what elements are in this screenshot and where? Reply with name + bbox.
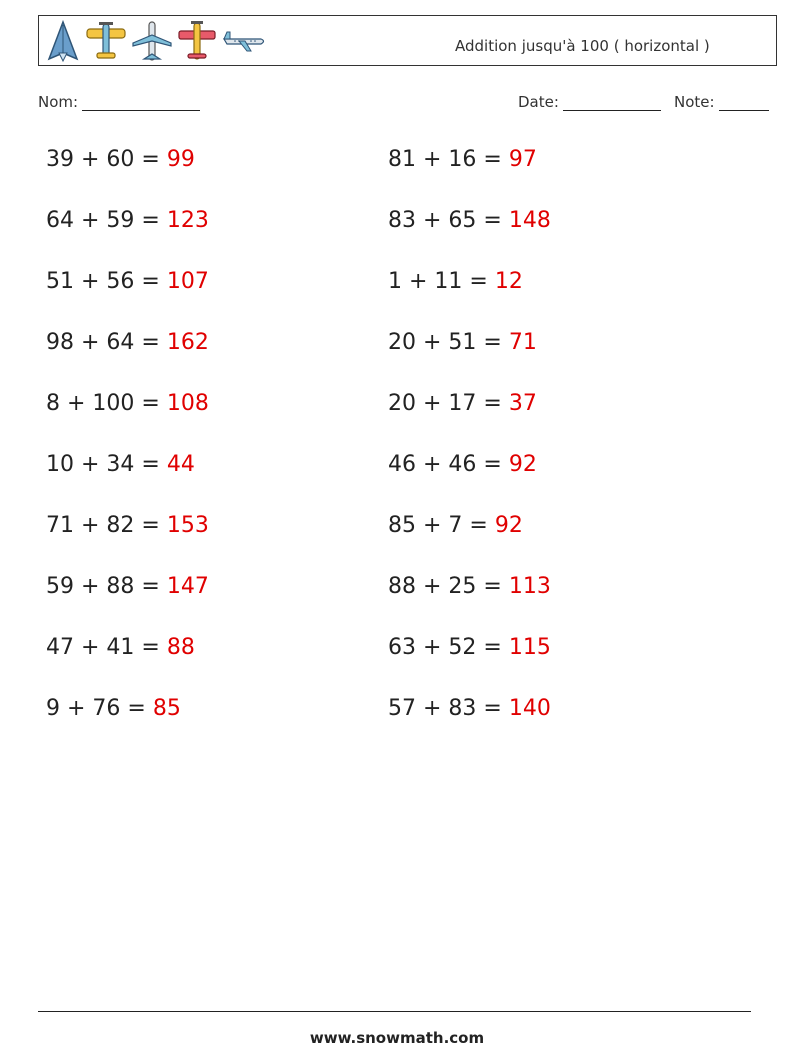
header-icons [45, 19, 267, 63]
problem-answer: 107 [166, 269, 209, 294]
problem-item [388, 696, 551, 721]
problem-item [388, 208, 551, 233]
score-field [674, 93, 769, 111]
problem-item [388, 452, 537, 477]
problem-answer: 123 [166, 208, 209, 233]
problem-expression: 83 + 65 = [388, 208, 509, 233]
problem-expression: 20 + 51 = [388, 330, 509, 355]
score-blank [719, 94, 769, 111]
problem-answer: 99 [166, 147, 195, 172]
jet-icon [45, 19, 81, 63]
problem-expression: 1 + 11 = [388, 269, 495, 294]
footer-divider [38, 1011, 751, 1012]
problem-answer: 44 [166, 452, 195, 477]
problem-answer: 92 [494, 513, 523, 538]
name-blank [82, 94, 200, 111]
problem-item [46, 696, 181, 721]
problem-answer: 162 [166, 330, 209, 355]
problem-expression: 39 + 60 = [46, 147, 167, 172]
problem-item [388, 513, 523, 538]
worksheet-header [38, 15, 777, 66]
problem-expression: 10 + 34 = [46, 452, 167, 477]
problem-expression: 71 + 82 = [46, 513, 167, 538]
problem-item [46, 147, 195, 172]
problem-expression: 64 + 59 = [46, 208, 167, 233]
problem-expression: 85 + 7 = [388, 513, 495, 538]
score-label: Note: [674, 93, 715, 111]
problem-answer: 92 [508, 452, 537, 477]
problem-expression: 88 + 25 = [388, 574, 509, 599]
name-field [38, 93, 200, 111]
problem-item [46, 391, 209, 416]
problem-expression: 46 + 46 = [388, 452, 509, 477]
problem-expression: 47 + 41 = [46, 635, 167, 660]
problem-answer: 71 [508, 330, 537, 355]
worksheet-title: Addition jusqu'à 100 ( horizontal ) [455, 37, 710, 55]
problem-item [388, 330, 537, 355]
problem-item [46, 269, 209, 294]
problem-item [388, 635, 551, 660]
date-field [518, 93, 661, 111]
problem-item [388, 269, 523, 294]
footer-site-link[interactable]: www.snowmath.com [309, 1029, 485, 1047]
red-plane-icon [177, 19, 217, 63]
problem-item [388, 391, 537, 416]
problem-answer: 108 [166, 391, 209, 416]
problem-item [46, 635, 195, 660]
problem-answer: 115 [508, 635, 551, 660]
problem-item [46, 513, 209, 538]
date-label: Date: [518, 93, 559, 111]
problem-answer: 85 [152, 696, 181, 721]
problem-answer: 140 [508, 696, 551, 721]
problem-expression: 9 + 76 = [46, 696, 153, 721]
problem-item [388, 147, 537, 172]
problem-expression: 59 + 88 = [46, 574, 167, 599]
date-blank [563, 94, 661, 111]
problem-item [46, 452, 195, 477]
problem-expression: 20 + 17 = [388, 391, 509, 416]
problem-item [46, 330, 209, 355]
problem-answer: 113 [508, 574, 551, 599]
problem-answer: 88 [166, 635, 195, 660]
passenger-jet-icon [221, 19, 267, 63]
problem-expression: 57 + 83 = [388, 696, 509, 721]
problem-item [46, 208, 209, 233]
problem-item [46, 574, 209, 599]
problem-expression: 51 + 56 = [46, 269, 167, 294]
problem-expression: 98 + 64 = [46, 330, 167, 355]
yellow-plane-icon [85, 19, 127, 63]
problem-item [388, 574, 551, 599]
problem-expression: 81 + 16 = [388, 147, 509, 172]
problem-expression: 8 + 100 = [46, 391, 167, 416]
problem-answer: 153 [166, 513, 209, 538]
problem-answer: 147 [166, 574, 209, 599]
airliner-icon [131, 19, 173, 63]
problem-answer: 97 [508, 147, 537, 172]
problem-answer: 12 [494, 269, 523, 294]
problem-expression: 63 + 52 = [388, 635, 509, 660]
name-label: Nom: [38, 93, 79, 111]
problem-answer: 37 [508, 391, 537, 416]
problem-answer: 148 [508, 208, 551, 233]
